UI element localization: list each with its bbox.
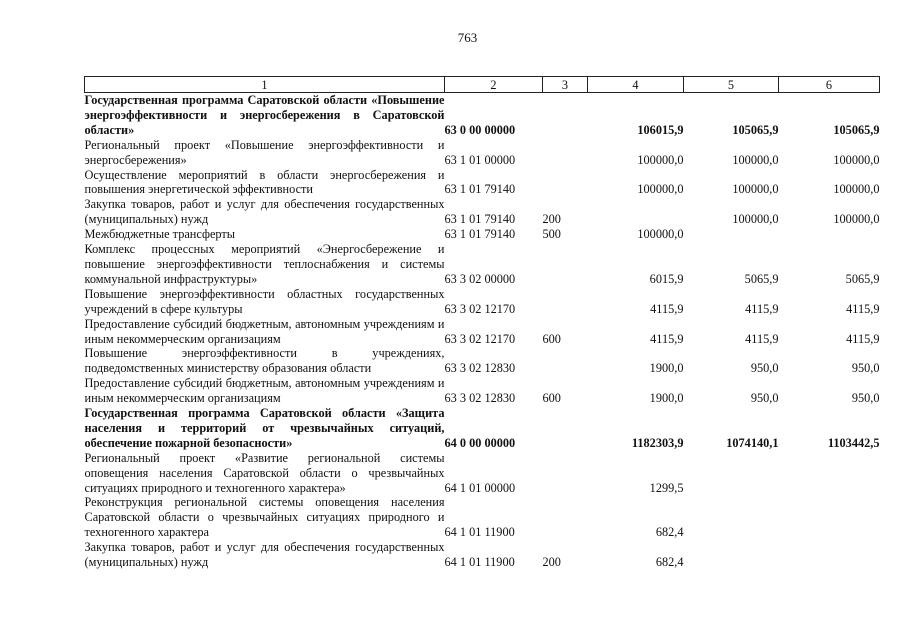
row-value-col5 [684,540,779,570]
row-value-col5 [684,451,779,496]
row-target-code: 63 1 01 79140 [444,182,516,197]
table-row [85,138,880,168]
table-row [85,168,880,198]
column-header: 5 [684,77,779,93]
row-value-col5: 4115,9 [745,301,779,316]
row-value-col4: 100000,0 [637,182,684,197]
column-header: 2 [445,77,543,93]
row-expense-type [543,451,588,496]
row-target-code: 64 1 01 00000 [444,480,516,495]
table-row [85,406,880,451]
row-name: Закупка товаров, работ и услуг для обеспечения государственных (муниципальных) нужд [84,197,445,227]
row-value-col6: 5065,9 [845,271,880,286]
column-header: 1 [85,77,445,93]
table-row [85,93,880,138]
row-name: Реконструкция региональной системы оповещения населения Саратовской области о чрезвычайных ситуациях природного и техногенного характера [84,495,445,540]
row-target-code: 63 1 01 79140 [444,212,516,227]
row-value-col5: 950,0 [750,361,779,376]
row-target-code: 64 1 01 11900 [444,525,515,540]
row-value-col4: 6015,9 [649,271,684,286]
row-expense-type [543,138,588,168]
table-row [85,376,880,406]
row-value-col5: 100000,0 [732,182,779,197]
row-value-col4: 100000,0 [637,152,684,167]
row-value-col5 [684,495,779,540]
page-number: 763 [457,30,478,45]
row-name: Предоставление субсидий бюджетным, автономным учреждениям и иным некоммерческим организациям [84,316,445,346]
row-value-col5: 4115,9 [745,331,779,346]
row-name: Межбюджетные трансферты [84,227,236,242]
table-row [85,227,880,242]
row-name: Предоставление субсидий бюджетным, автономным учреждениям и иным некоммерческим организациям [84,376,445,406]
table-row [85,287,880,317]
row-value-col4: 1900,0 [649,391,684,406]
row-expense-type [543,168,588,198]
row-value-col4: 4115,9 [650,301,684,316]
row-value-col6 [779,540,880,570]
row-value-col6 [779,451,880,496]
row-value-col5: 950,0 [750,391,779,406]
row-target-code: 63 3 02 12830 [444,361,516,376]
row-value-col6: 100000,0 [833,212,880,227]
column-header: 6 [779,77,880,93]
row-value-col4: 1900,0 [649,361,684,376]
row-value-col4: 1182303,9 [631,435,684,450]
table-header-row [85,77,880,93]
row-name: Комплекс процессных мероприятий «Энергосбережение и повышение энергоэффективности теплоснабжения и системы коммунальной инфраструктуры» [84,242,445,286]
row-value-col5: 1074140,1 [726,435,779,450]
row-expense-type [543,242,588,287]
column-header: 4 [588,77,684,93]
row-target-code: 64 0 00 00000 [444,435,516,450]
row-name: Закупка товаров, работ и услуг для обеспечения государственных (муниципальных) нужд [84,540,445,570]
row-value-col5: 105065,9 [732,122,779,137]
row-value-col6 [779,495,880,540]
row-value-col4 [588,197,684,227]
row-value-col4: 4115,9 [650,331,684,346]
row-value-col6: 100000,0 [833,152,880,167]
row-value-col4: 106015,9 [637,122,684,137]
row-expense-type: 600 [542,391,561,406]
row-expense-type [543,287,588,317]
row-value-col4: 100000,0 [637,227,684,242]
row-expense-type: 500 [542,227,561,242]
row-target-code: 63 1 01 00000 [444,152,516,167]
row-value-col4: 682,4 [655,555,684,570]
table-row [85,540,880,570]
column-header: 3 [543,77,588,93]
row-expense-type: 600 [542,331,561,346]
row-expense-type [543,406,588,451]
row-value-col6: 1103442,5 [827,435,880,450]
row-name: Государственная программа Саратовской области «Повышение энергоэффективности и энергосбережения в Саратовской области» [84,93,445,137]
row-value-col6: 100000,0 [833,182,880,197]
row-value-col5 [684,227,779,242]
row-value-col5: 5065,9 [744,271,779,286]
table-row [85,451,880,496]
row-target-code: 63 3 02 12830 [444,391,516,406]
row-value-col4: 682,4 [655,525,684,540]
table-row [85,317,880,347]
row-expense-type [543,495,588,540]
table-row [85,346,880,376]
row-target-code: 64 1 01 11900 [444,555,515,570]
row-value-col6: 4115,9 [846,301,880,316]
row-target-code: 63 3 02 00000 [444,271,516,286]
row-expense-type: 200 [542,555,561,570]
row-value-col4: 1299,5 [649,480,684,495]
row-target-code: 63 1 01 79140 [444,227,516,242]
row-value-col6: 105065,9 [833,122,880,137]
table-row [85,197,880,227]
row-value-col6: 4115,9 [846,331,880,346]
row-name: Осуществление мероприятий в области энергосбережения и повышения энергетической эффективности [84,167,445,197]
row-target-code: 63 0 00 00000 [444,122,516,137]
table-body [85,93,880,571]
row-name: Региональный проект «Развитие региональной системы оповещения населения Саратовской области о чрезвычайных ситуациях природного и техногенного характера» [84,450,445,495]
row-expense-type [543,346,588,376]
row-name: Повышение энергоэффективности областных государственных учреждений в сфере культуры [84,286,445,316]
row-name: Повышение энергоэффективности в учреждениях, подведомственных министерству образования области [84,346,445,376]
row-name: Региональный проект «Повышение энергоэффективности и энергосбережения» [84,137,445,167]
table-row [85,495,880,540]
row-target-code: 63 3 02 12170 [444,301,516,316]
row-value-col5: 100000,0 [732,212,779,227]
row-target-code: 63 3 02 12170 [444,331,516,346]
budget-table [84,76,880,570]
table-row [85,242,880,287]
row-name: Государственная программа Саратовской области «Защита населения и территорий от чрезвычайных ситуаций, обеспечение пожарной безопасности» [84,406,445,450]
row-value-col6: 950,0 [851,391,880,406]
row-expense-type: 200 [542,212,561,227]
row-expense-type [543,93,588,138]
row-value-col6: 950,0 [851,361,880,376]
row-value-col6 [779,227,880,242]
row-value-col5: 100000,0 [732,152,779,167]
